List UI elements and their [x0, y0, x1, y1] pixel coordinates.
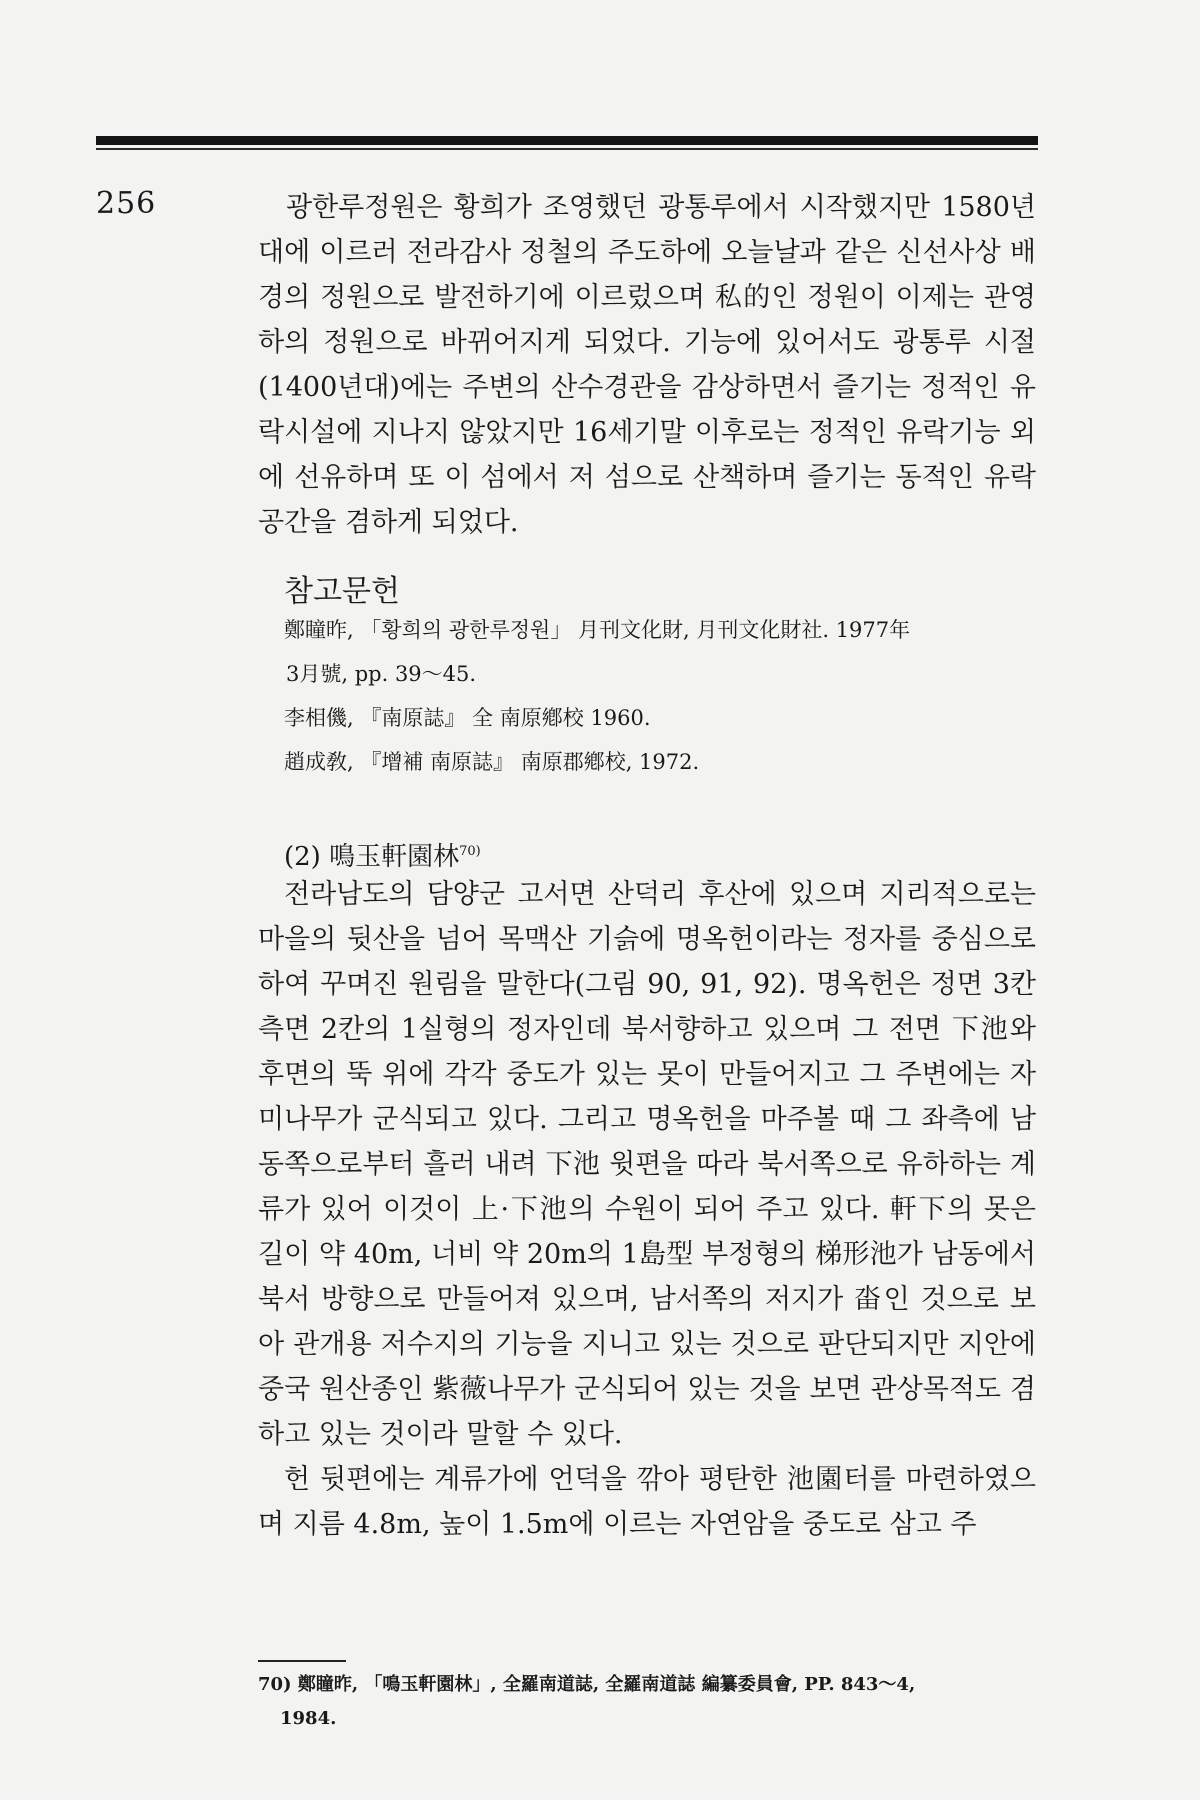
footnote-line: 1984.	[280, 1708, 337, 1729]
paragraph-text: 광한루정원은 황희가 조영했던 광통루에서 시작했지만 1580년대에 이르러 전라감사 정철의 주도하에 오늘날과 같은 신선사상 배경의 정원으로 발전하기에 이르렀으며 私的인 정원이 이제는 관영하의 정원으로 바뀌어지게 되었다. 기능에 있어서도 광통루 시절(1400년대)에는 주변의 산수경관을 감상하면서 즐기는 정적인 유락시설에 지나지 않았지만 16세기말 이후로는 정적인 유락기능 외에 선유하며 또 이 섬에서 저 섬으로 산책하며 즐기는 동적인 유락공간을 겸하게 되었다.	[258, 192, 1036, 538]
paragraph-text: 헌 뒷편에는 계류가에 언덕을 깎아 평탄한 池園터를 마련하였으며 지름 4.8m, 높이 1.5m에 이르는 자연암을 중도로 삼고 주	[258, 1464, 1036, 1540]
footnote-line: 70) 鄭瞳昨, 「鳴玉軒園林」, 全羅南道誌, 全羅南道誌 編纂委員會, PP. 843～4,	[258, 1674, 916, 1695]
footnote-mark: 70)	[459, 844, 481, 859]
reference-item: 3月號, pp. 39～45.	[286, 662, 477, 686]
references-heading: 참고문헌	[284, 574, 400, 609]
header-rule-thin	[96, 148, 1038, 150]
footnote	[258, 1668, 1038, 1736]
paragraph-text: 전라남도의 담양군 고서면 산덕리 후산에 있으며 지리적으로는 마을의 뒷산을 넘어 목맥산 기슭에 명옥헌이라는 정자를 중심으로 하여 꾸며진 원림을 말한다(그림 90, 91, 92). 명옥헌은 정면 3칸 측면 2칸의 1실형의 정자인데 북서향하고 있으며 그 전면 下池와 후면의 뚝 위에 각각 중도가 있는 못이 만들어지고 그 주변에는 자미나무가 군식되고 있다. 그리고 명옥헌을 마주볼 때 그 좌측에 남동쪽으로부터 흘러 내려 下池 윗편을 따라 북서쪽으로 유하하는 계류가 있어 이것이 上·下池의 수원이 되어 주고 있다. 軒下의 못은 길이 약 40m, 너비 약 20m의 1島型 부정형의 梯形池가 남동에서 북서 방향으로 만들어져 있으며, 남서쪽의 저지가 畓인 것으로 보아 관개용 저수지의 기능을 지니고 있는 것으로 판단되지만 지안에 중국 원산종인 紫薇나무가 군식되어 있는 것을 보면 관상목적도 겸하고 있는 것이라 말할 수 있다.	[258, 879, 1036, 1450]
reference-item: 李相僟, 『南原誌』 全 南原鄕校 1960.	[284, 706, 651, 730]
reference-item: 鄭瞳昨, 「황희의 광한루정원」 月刊文化財, 月刊文化財社. 1977年	[284, 618, 911, 642]
body-paragraph-2	[258, 872, 1036, 1547]
section-title-text: (2) 鳴玉軒園林	[284, 842, 460, 872]
header-rule	[96, 136, 1038, 145]
reference-item: 趙成敎, 『增補 南原誌』 南原郡鄕校, 1972.	[284, 750, 700, 774]
section-title	[284, 836, 481, 873]
body-paragraph-1	[258, 185, 1036, 545]
references-list	[284, 608, 1034, 784]
footnote-rule	[258, 1660, 346, 1662]
page-number: 256	[96, 186, 157, 221]
